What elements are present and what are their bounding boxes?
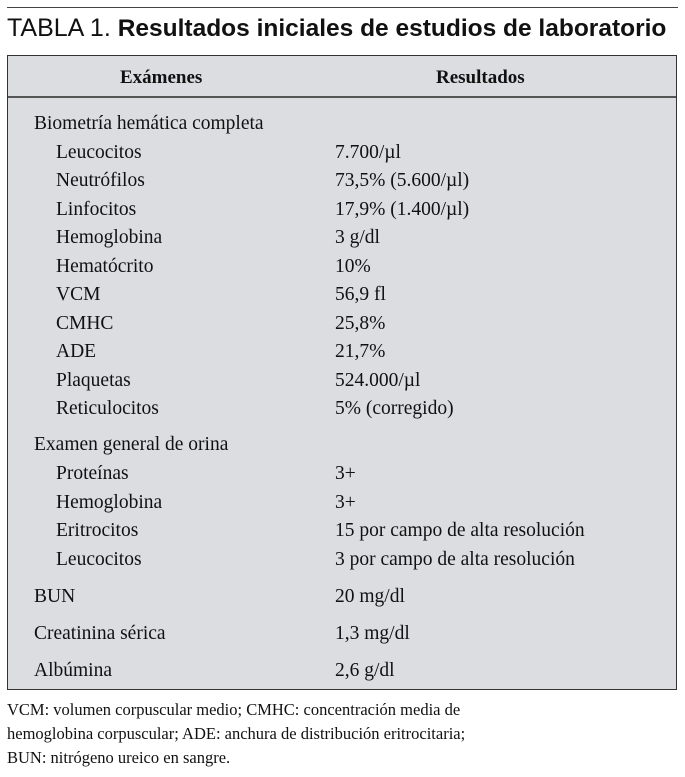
row-value: 1,3 mg/dl (335, 623, 410, 644)
footnote-line: hemoglobina corpuscular; ADE: anchura de distribución eritrocitaria; (7, 724, 466, 743)
table-row (8, 489, 676, 517)
row-label: VCM (56, 284, 101, 305)
row-value: 2,6 g/dl (335, 660, 395, 681)
footnote-line: VCM: volumen corpuscular medio; CMHC: concentración media de (7, 700, 461, 719)
table-caption: Resultados iniciales de estudios de laboratorio (117, 15, 667, 42)
footnote-line: BUN: nitrógeno ureico en sangre. (7, 748, 231, 767)
table-footnote (7, 698, 677, 770)
row-label: Neutrófilos (56, 170, 145, 191)
row-label: ADE (56, 341, 97, 362)
section-header-cbc (8, 110, 676, 138)
row-label: Eritrocitos (56, 520, 139, 541)
row-label: Reticulocitos (56, 398, 159, 419)
table-row (8, 253, 676, 281)
row-label: Creatinina sérica (34, 623, 166, 644)
row-label: Hematócrito (56, 255, 154, 277)
row-value: 524.000/µl (335, 369, 421, 391)
row-label: Linfocitos (56, 198, 137, 220)
table-row (8, 167, 676, 195)
row-value: 17,9% (1.400/µl) (335, 198, 470, 220)
table-row (8, 395, 676, 423)
row-value: 3+ (335, 491, 356, 513)
row-value: 5% (corregido) (335, 398, 454, 419)
table-row (8, 281, 676, 309)
row-value: 21,7% (335, 341, 386, 362)
row-label: Albúmina (34, 660, 112, 681)
table-row (8, 546, 676, 574)
table-row (8, 657, 676, 685)
top-rule (7, 7, 678, 8)
row-value: 20 mg/dl (335, 586, 405, 607)
row-label: Hemoglobina (56, 491, 163, 513)
table-row (8, 517, 676, 545)
row-label: Proteínas (56, 463, 129, 484)
section-label: Examen general de orina (34, 434, 229, 455)
row-value: 7.700/µl (335, 141, 401, 163)
lab-results-table (7, 55, 677, 690)
row-label: Plaquetas (56, 369, 131, 391)
row-value: 73,5% (5.600/µl) (335, 170, 470, 191)
table-row (8, 367, 676, 395)
table-title (7, 12, 685, 45)
table-row (8, 460, 676, 488)
table-row (8, 583, 676, 611)
row-value: 15 por campo de alta resolución (335, 520, 585, 541)
table-row (8, 196, 676, 224)
row-value: 56,9 fl (335, 284, 386, 305)
row-value: 3 g/dl (335, 227, 380, 248)
row-label: BUN (34, 586, 76, 607)
section-label: Biometría hemática completa (34, 113, 264, 134)
section-header-urinalysis (8, 431, 676, 459)
table-row (8, 620, 676, 648)
header-divider (8, 96, 676, 98)
row-value: 3 por campo de alta resolución (335, 548, 575, 570)
column-header-exams: Exámenes (120, 67, 203, 88)
table-number: TABLA 1. (7, 14, 111, 42)
row-value: 25,8% (335, 312, 386, 334)
table-row (8, 224, 676, 252)
table-row (8, 310, 676, 338)
table-row (8, 338, 676, 366)
column-header-results: Resultados (436, 67, 525, 88)
row-value: 3+ (335, 463, 356, 484)
row-label: Hemoglobina (56, 227, 163, 248)
row-label: CMHC (56, 312, 114, 334)
row-label: Leucocitos (56, 141, 142, 163)
table-row (8, 139, 676, 167)
row-label: Leucocitos (56, 548, 142, 570)
row-value: 10% (335, 255, 371, 277)
